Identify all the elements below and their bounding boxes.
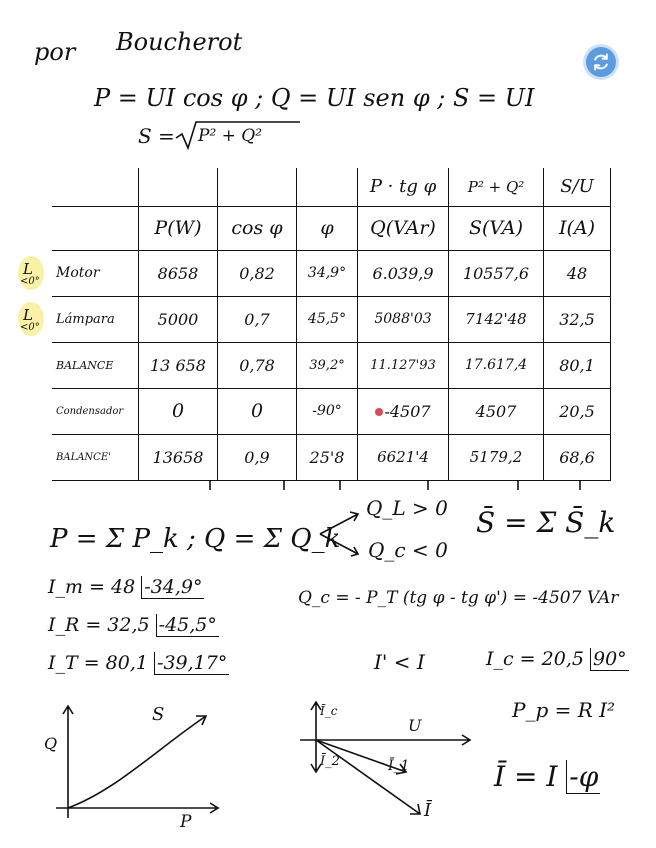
power-loss-formula: P_p = R I² [512, 698, 616, 722]
table-cell [218, 168, 297, 206]
formula-line-1: P = UI cos φ ; Q = UI sen φ ; S = UI [94, 84, 535, 112]
current-compare: I' < I [374, 650, 425, 674]
table-cell: 0,78 [218, 342, 297, 388]
row-label: Lámpara [52, 296, 139, 342]
table-cell: 25'8 [297, 434, 358, 480]
table-cell: 11.127'93 [358, 342, 449, 388]
table-header-cell: Q(VAr) [358, 206, 449, 250]
table-cell: 13658 [139, 434, 218, 480]
current-im [48, 576, 204, 598]
table-cell: 5179,2 [449, 434, 544, 480]
table-header-cell: I(A) [544, 206, 611, 250]
table-cell: 5088'03 [358, 296, 449, 342]
table-cell-value: -4507 [384, 401, 431, 421]
table-header-cell: cos φ [218, 206, 297, 250]
title-name: Boucherot [116, 28, 243, 56]
table-cell: 68,6 [544, 434, 611, 480]
table-cell: S/U [544, 168, 611, 206]
table-header-cell: φ [297, 206, 358, 250]
current-im-value: I_m = 48 [48, 576, 136, 598]
table-row [52, 434, 611, 480]
current-it [48, 652, 229, 674]
ql-positive: Q_L > 0 [366, 496, 448, 520]
row-label: Condensador [52, 388, 139, 434]
table-cell [297, 168, 358, 206]
table-cell [139, 168, 218, 206]
current-ir-value: I_R = 32,5 [48, 614, 150, 636]
phasor-i1-label: Ī_1 [388, 758, 410, 774]
table-cell: 0 [139, 388, 218, 434]
table-cell: 8658 [139, 250, 218, 296]
table-cell: 48 [544, 250, 611, 296]
table-cell: 4507 [449, 388, 544, 434]
table-stubs [200, 480, 620, 492]
formula-line-2-lhs: S = [138, 124, 175, 148]
phasor-i-label: Ī [424, 800, 432, 821]
table-cell: 0 [218, 388, 297, 434]
table-cell: 20,5 [544, 388, 611, 434]
phasor-equation [494, 760, 600, 793]
table-row [52, 342, 611, 388]
graph1-p-label: P [180, 812, 192, 832]
qc-formula: Q_c = - P_T (tg φ - tg φ') = -4507 VAr [298, 588, 619, 608]
row-label: BALANCE' [52, 434, 139, 480]
side-mark-letter: L [23, 260, 33, 278]
current-ic [486, 648, 629, 670]
sync-button[interactable] [586, 47, 616, 77]
table-cell: 6621'4 [358, 434, 449, 480]
red-dot-marker [375, 408, 383, 416]
phasor-i2-label: Ī_2 [320, 754, 340, 769]
table-top-row [52, 168, 611, 206]
current-im-angle: -34,9° [141, 576, 204, 599]
table-cell: 13 658 [139, 342, 218, 388]
table-cell: 34,9° [297, 250, 358, 296]
table-cell: 17.617,4 [449, 342, 544, 388]
power-triangle-graph [36, 700, 236, 840]
table-row [52, 250, 611, 296]
current-ir-angle: -45,5° [156, 614, 219, 637]
current-it-value: I_T = 80,1 [48, 652, 148, 674]
table-row [52, 388, 611, 434]
table-cell: P · tg φ [358, 168, 449, 206]
table-cell: 39,2° [297, 342, 358, 388]
boucherot-table [52, 168, 611, 481]
table-cell: 10557,6 [449, 250, 544, 296]
sum-p-q: P = Σ P_k ; Q = Σ Q_k [50, 524, 341, 554]
current-it-angle: -39,17° [154, 652, 229, 675]
table-cell: 45,5° [297, 296, 358, 342]
row-label: BALANCE [52, 342, 139, 388]
table-cell: 5000 [139, 296, 218, 342]
side-mark-letter: L [23, 306, 33, 324]
table-cell-highlighted [358, 388, 449, 434]
graph1-q-label: Q [44, 734, 58, 753]
current-ic-value: I_c = 20,5 [486, 648, 584, 670]
table-cell: 0,7 [218, 296, 297, 342]
table-cell: 0,9 [218, 434, 297, 480]
current-ic-angle: 90° [590, 648, 629, 671]
table-header-cell [52, 206, 139, 250]
formula-line-2-radicand: P² + Q² [198, 126, 263, 146]
qc-negative: Q_c < 0 [368, 538, 448, 562]
table-cell: 0,82 [218, 250, 297, 296]
table-cell: 7142'48 [449, 296, 544, 342]
current-ir [48, 614, 219, 636]
table-row [52, 296, 611, 342]
refresh-icon [591, 52, 611, 72]
graph1-s-label: S [152, 704, 165, 725]
table-cell [52, 168, 139, 206]
title-prefix: por [34, 38, 76, 66]
phasor-equation-lhs: Ī = I [494, 760, 558, 793]
table-header-row [52, 206, 611, 250]
table-cell: -90° [297, 388, 358, 434]
phasor-u-label: U [408, 716, 422, 735]
side-mark-angle: <0° [20, 322, 40, 333]
table-cell: 80,1 [544, 342, 611, 388]
table-header-cell: S(VA) [449, 206, 544, 250]
table-cell: 32,5 [544, 296, 611, 342]
table-cell: P² + Q² [449, 168, 544, 206]
phasor-ic-label: Ī_c [320, 704, 338, 718]
side-mark-angle: <0° [20, 276, 40, 287]
row-label: Motor [52, 250, 139, 296]
table-cell: 6.039,9 [358, 250, 449, 296]
branch-arrows [318, 508, 366, 560]
table-header-cell: P(W) [139, 206, 218, 250]
phasor-equation-angle: -φ [566, 760, 600, 794]
sum-s: S̄ = Σ S̄_k [476, 506, 616, 539]
